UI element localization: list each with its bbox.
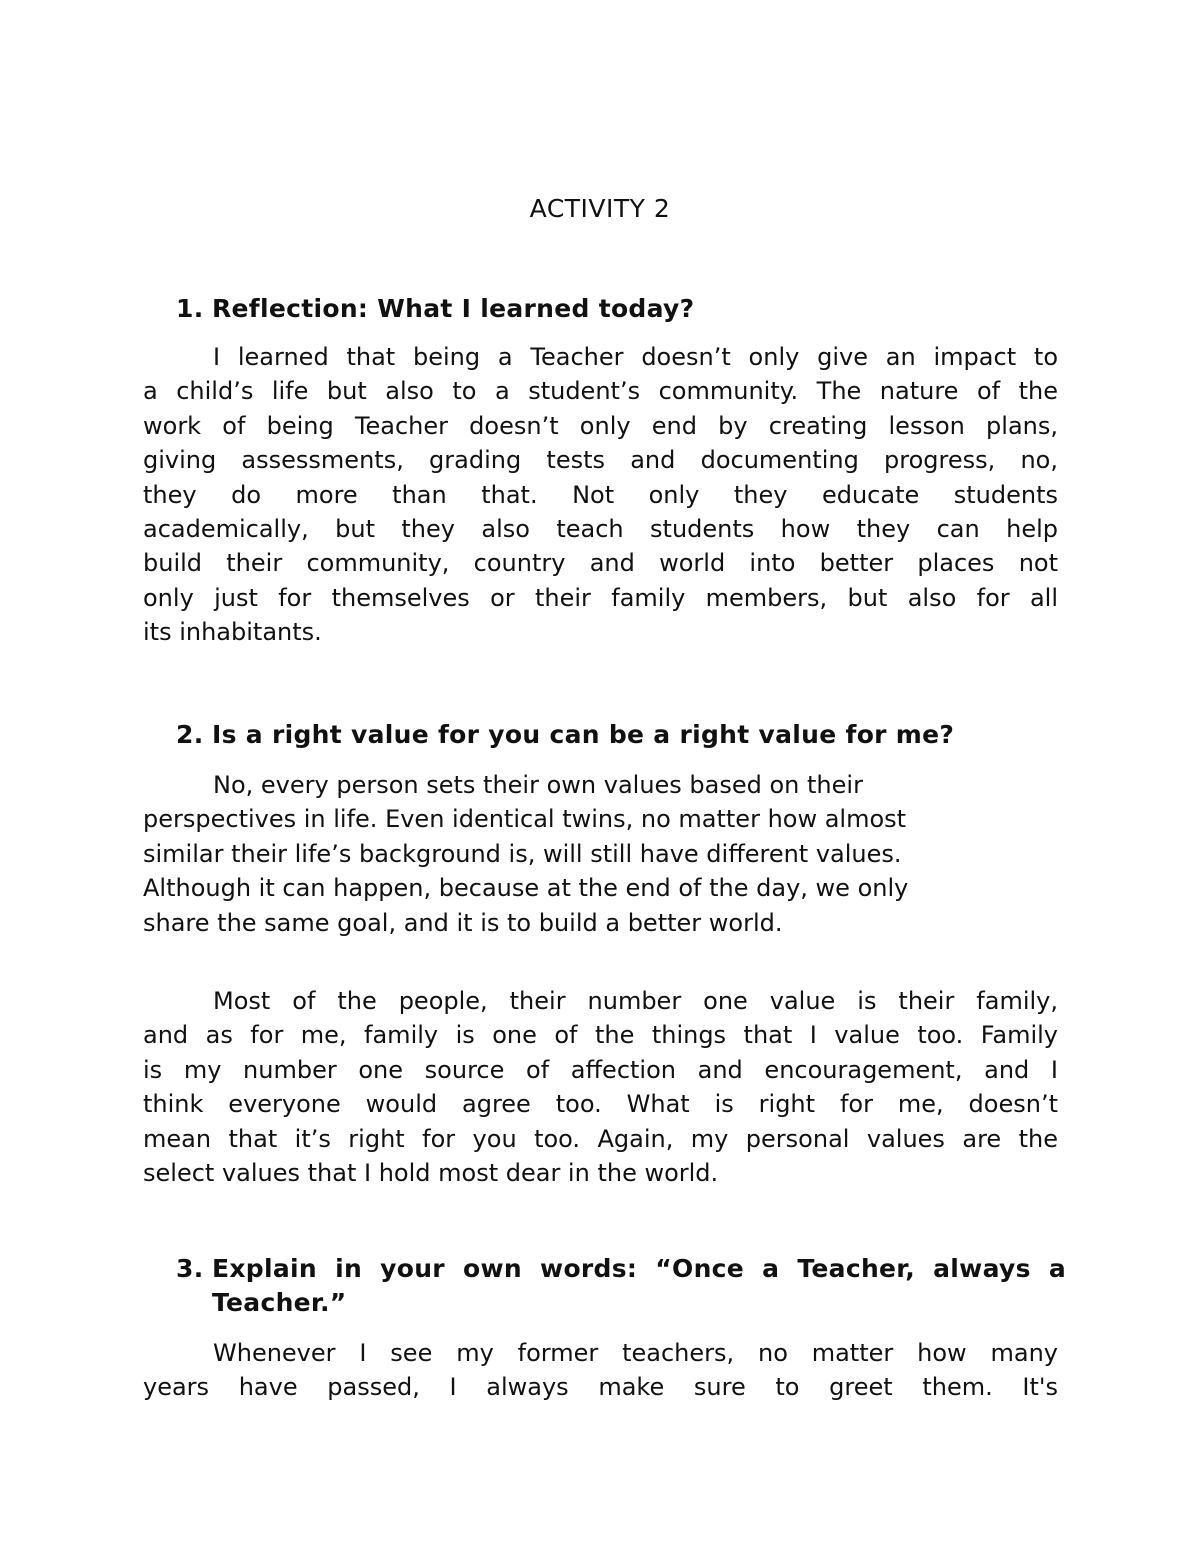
paragraph-line: work of being Teacher doesn’t only end by creating lesson plans, [143,411,1058,440]
section-heading-text: Teacher.” [212,1288,347,1317]
section-number: 1. [176,294,204,323]
paragraph-line: similar their life’s background is, will still have different values. [143,839,902,868]
paragraph-line: perspectives in life. Even identical twins, no matter how almost [143,805,907,834]
paragraph-line: Although it can happen, because at the end of the day, we only [143,874,909,903]
section-number: 3. [176,1254,204,1283]
paragraph-line: its inhabitants. [143,618,322,647]
paragraph-line: No, every person sets their own values based on their [213,771,863,799]
paragraph-line: a child’s life but also to a student’s community. The nature of the [143,377,1058,406]
paragraph-line: they do more than that. Not only they educate students [143,480,1058,509]
paragraph-line: giving assessments, grading tests and documenting progress, no, [143,446,1058,475]
paragraph-reflection [143,340,1058,650]
paragraph-line: Most of the people, their number one value is their family, [213,987,1058,1015]
paragraph-line: Whenever I see my former teachers, no matter how many [213,1339,1058,1367]
section-heading-text: Is a right value for you can be a right value for me? [212,720,955,749]
paragraph-line: think everyone would agree too. What is right for me, doesn’t [143,1090,1058,1119]
section-heading-1 [176,292,1066,326]
section-heading-text: Reflection: What I learned today? [212,294,695,323]
paragraph-once-a-teacher [143,1336,1058,1405]
paragraph-line: I learned that being a Teacher doesn’t only give an impact to [213,343,1058,371]
section-heading-text: Explain in your own words: “Once a Teacher, always a [212,1254,1066,1283]
paragraph-line: share the same goal, and it is to build a better world. [143,908,783,937]
paragraph-line: and as for me, family is one of the things that I value too. Family [143,1021,1058,1050]
section-heading-2 [176,718,1066,752]
section-heading-3 [176,1252,1066,1320]
paragraph-values-1 [143,768,1058,940]
paragraph-line: build their community, country and world into better places not [143,549,1058,578]
paragraph-line: mean that it’s right for you too. Again, my personal values are the [143,1124,1058,1153]
paragraph-line: select values that I hold most dear in the world. [143,1158,719,1187]
paragraph-values-2 [143,984,1058,1190]
paragraph-line: is my number one source of affection and encouragement, and I [143,1055,1058,1084]
paragraph-line: only just for themselves or their family members, but also for all [143,583,1058,612]
page-title: ACTIVITY 2 [529,194,671,223]
paragraph-line: years have passed, I always make sure to greet them. It's [143,1373,1058,1402]
paragraph-line: academically, but they also teach students how they can help [143,514,1058,543]
section-number: 2. [176,720,204,749]
